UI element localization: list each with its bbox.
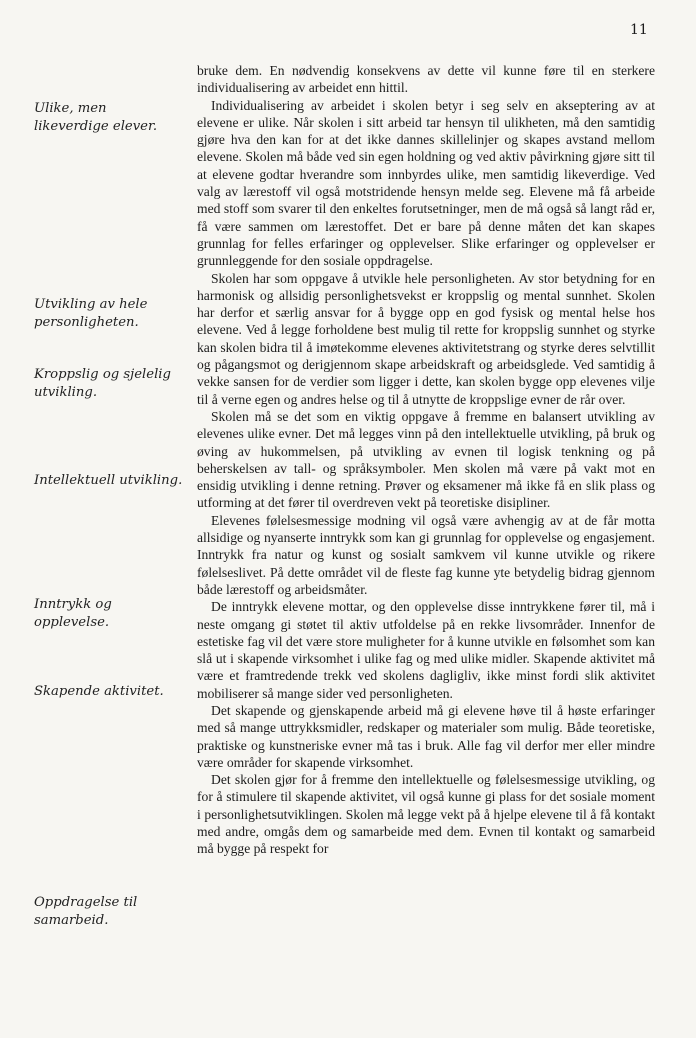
paragraph: bruke dem. En nødvendig konsekvens av dette vil kunne føre til en sterkere individualisering av arbeidet enn hittil. <box>197 63 655 96</box>
margin-note-whole-personality: Utvikling av hele personligheten. <box>34 297 148 330</box>
paragraph: Elevenes følelsesmessige modning vil også være avhengig av at de får motta allsidige og nyanserte inntrykk som kan gi grunnlag for opplevelse og engasjement. Inntrykk fra natur og kunst og sosialt samkvem vil kunne utvikle og rikere følelseslivet. På dette området vil de fleste fag kunne yte betydelig bidrag gjennom både lærestoff og arbeidsmåter. <box>197 512 655 597</box>
margin-note-unequal-equal: Ulike, men likeverdige elever. <box>34 101 158 134</box>
page-number: 11 <box>630 22 648 38</box>
paragraph: Det skapende og gjenskapende arbeid må gi elevene høve til å høste erfaringer med så mange uttrykksmidler, redskaper og materialer som mulig. Både teoretiske, praktiske og kunstneriske evner må tas i bruk. Alle fag vil derfor mer eller mindre være områder for skapende virksomhet. <box>197 702 655 770</box>
margin-note-intellectual: Intellektuell utvikling. <box>34 473 183 488</box>
paragraph: Det skolen gjør for å fremme den intellektuelle og følelsesmessige utvikling, og for å stimulere til skapende aktivitet, vil også kunne gi plass for det sosiale moment i personlighetsutviklingen. Skolen må legge vekt på å hjelpe elevene til å få kontakt med andre, omgås dem og samarbeide med dem. Evnen til kontakt og samarbeid må bygge på respekt for <box>197 772 655 857</box>
margin-note-creative-activity: Skapende aktivitet. <box>34 684 164 699</box>
margin-note-impressions: Inntrykk og opplevelse. <box>34 597 112 630</box>
paragraph: Individualisering av arbeidet i skolen betyr i seg selv en akseptering av at elevene er ulike. Når skolen i sitt arbeid tar hensyn til ulikheten, må den samtidig gjøre hva den kan for at det ikke dannes skillelinjer og skapes avstand mellom elevene. Skolen må både ved sin egen holdning og ved aktiv påvirkning gjøre sitt til at elevene godtar hverandre som innbyrdes ulike, men samtidig likeverdige. Ved valg av lærestoff vil også motstridende hensyn melde seg. Elevene må få arbeide med stoff som svarer til den enkeltes forutsetninger, men de må også så langt råd er, få være sammen om lærestoffet. Det er bare på denne måten det kan skapes grunnlag for felles erfaringer og opplevelser. Slike erfaringer og opplevelser er grunnleggende for den sosiale oppdragelse. <box>197 97 655 269</box>
margin-note-cooperation: Oppdragelse til samarbeid. <box>34 895 138 928</box>
margin-note-physical-mental: Kroppslig og sjelelig utvikling. <box>34 367 171 400</box>
paragraph: Skolen har som oppgave å utvikle hele personligheten. Av stor betydning for en harmonisk og allsidig personlighetsvekst er kroppslig og mental sunnhet. Skolen har derfor et særlig ansvar for å bygge opp en god fysisk og mental helse hos elevene. Ved å legge forholdene best mulig til rette for kroppslig sunnhet og styrke kan skolen bidra til å imøtekomme elevenes aktivitetstrang og styrke deres selvtillit og pågangsmot og derigjennom skape arbeidskraft og arbeidsglede. Ved samtidig å vekke sansen for de verdier som ligger i dette, kan skolen bygge opp elevenes vilje til å verne egen og andres helse og til å utnytte de kroppslige evner de rår over. <box>197 270 655 407</box>
paragraph: De inntrykk elevene mottar, og den opplevelse disse inntrykkene fører til, må i neste omgang gi støtet til aktiv utfoldelse på en rekke livsområder. Innenfor de estetiske fag vil det være store muligheter for å kunne utvikle en følsomhet som kan slå ut i skapende virksomhet i ulike fag og med ulike midler. Skapende aktivitet må være et framtredende trekk ved skolens dagligliv, ikke minst fordi slik aktivitet mobiliserer så mange sider ved personligheten. <box>197 599 655 701</box>
paragraph: Skolen må se det som en viktig oppgave å fremme en balansert utvikling av elevenes ulike evner. Det må legges vinn på den intellektuelle utvikling, på bruk og øving av hukommelsen, på utvikling av evnen til logisk tenkning og på beherskelsen av tall- og språksymboler. Men skolen må være på vakt mot en ensidig utvikling i denne retning. Prøver og eksamener må ikke få en slik plass og utforming at det fører til overdreven vekt på teoretiske disipliner. <box>197 408 655 511</box>
main-text <box>197 62 655 858</box>
